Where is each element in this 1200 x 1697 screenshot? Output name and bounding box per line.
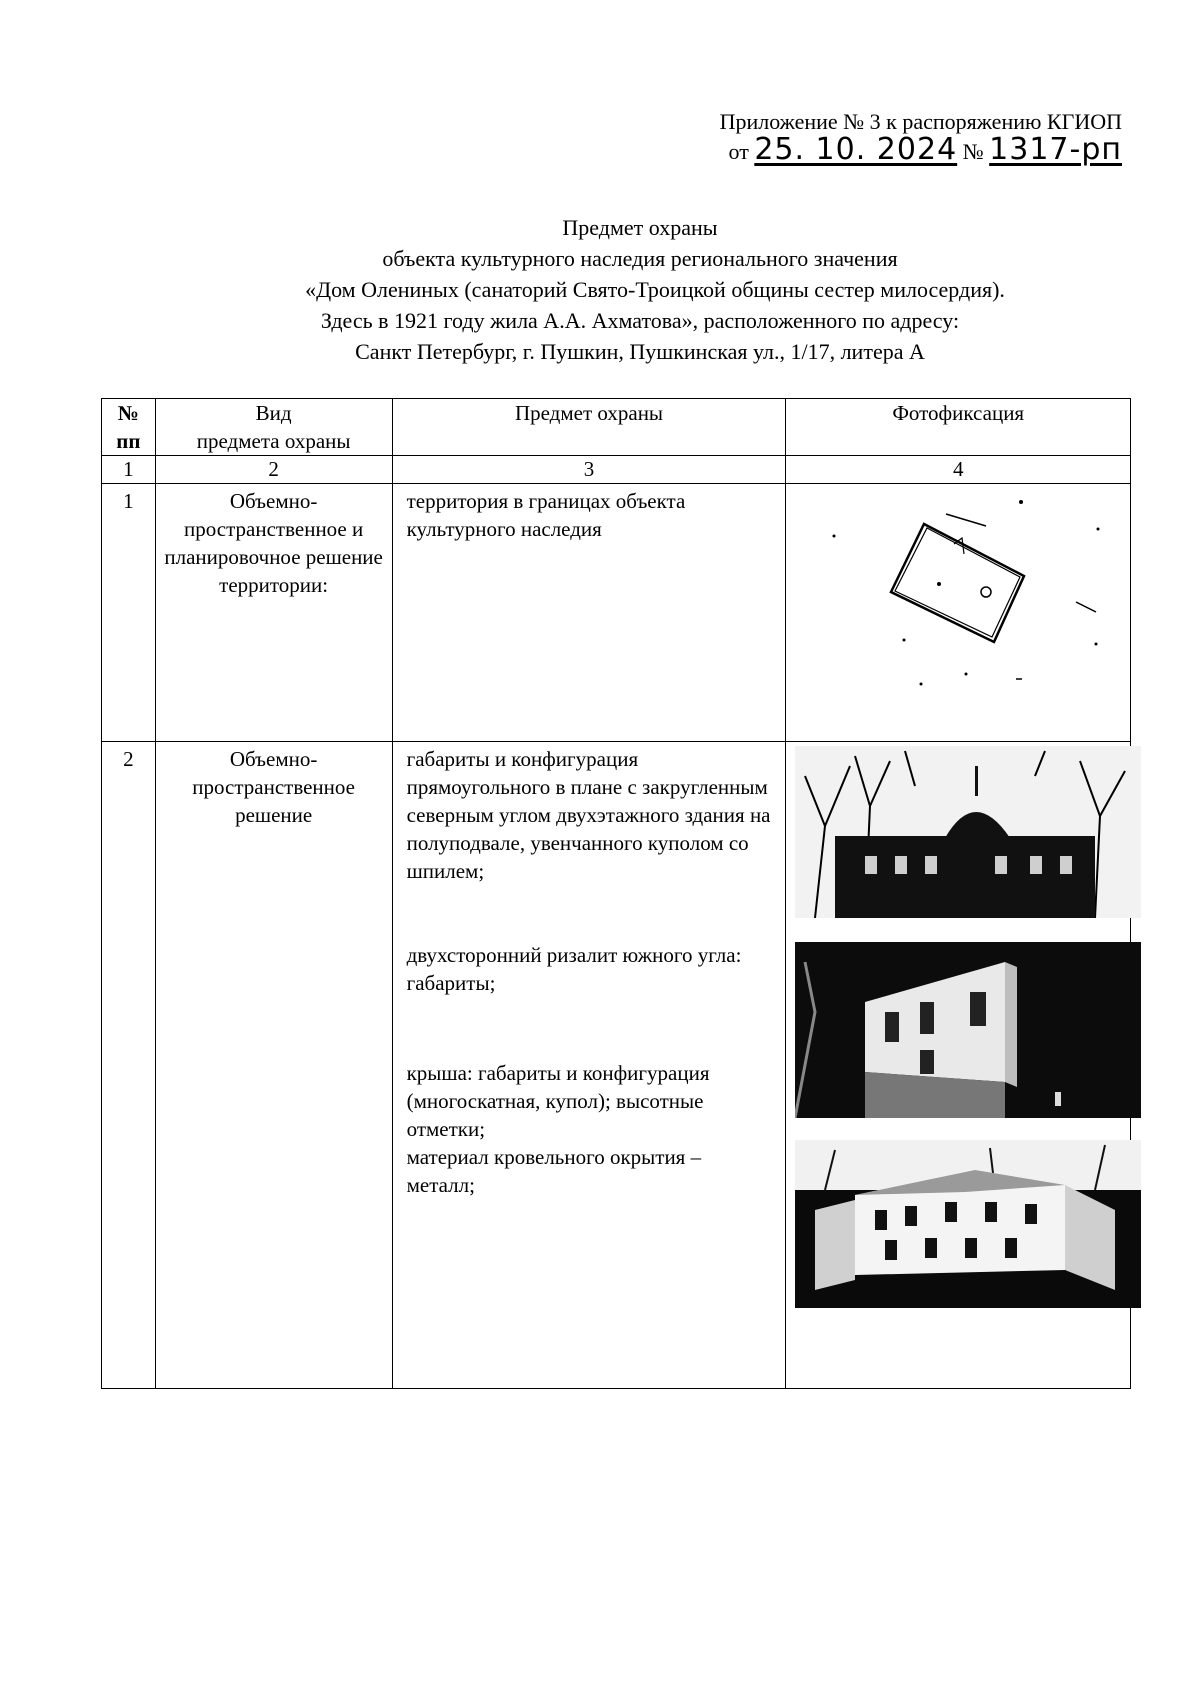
- building-photo-1: [795, 746, 1141, 918]
- row-number: 2: [102, 742, 156, 1389]
- title-line-1: Предмет охраны: [562, 215, 718, 240]
- title-line-5: Санкт Петербург, г. Пушкин, Пушкинская ул., 1/17, литера А: [355, 339, 925, 364]
- header-number-sign: №: [117, 401, 139, 425]
- column-number: 3: [392, 456, 786, 484]
- title-line-2: объекта культурного наследия регионального значения: [382, 246, 898, 271]
- row-photo: [786, 484, 1131, 742]
- subject-item: территория в границах объекта культурного наследия: [406, 489, 686, 541]
- table-row: [102, 742, 1131, 1389]
- appendix-line: Приложение № 3 к распоряжению КГИОП: [719, 109, 1122, 134]
- document-title: [100, 212, 1180, 367]
- title-line-4: Здесь в 1921 году жила А.А. Ахматова», расположенного по адресу:: [320, 308, 960, 333]
- order-date: 25. 10. 2024: [754, 132, 958, 167]
- row-photo: [786, 742, 1131, 1389]
- header-type-line2: предмета охраны: [196, 429, 351, 453]
- column-number: 4: [786, 456, 1131, 484]
- header-type-line1: Вид: [255, 401, 292, 425]
- row-subject: [392, 742, 786, 1389]
- column-number: 1: [102, 456, 156, 484]
- order-reference: [602, 132, 1122, 167]
- row-number: 1: [102, 484, 156, 742]
- document-header: [602, 108, 1122, 166]
- order-number-label: №: [962, 139, 984, 164]
- building-photo-2: [795, 942, 1141, 1118]
- subject-item: материал кровельного окрытия – металл;: [406, 1145, 702, 1197]
- header-number: [102, 399, 156, 456]
- row-type: Объемно-пространственное решение: [155, 742, 392, 1389]
- row-type: Объемно-пространственное и планировочное решение территории:: [155, 484, 392, 742]
- header-type: [155, 399, 392, 456]
- title-line-3: «Дом Олениных (санаторий Свято-Троицкой общины сестер милосердия).: [305, 277, 1005, 302]
- table-row: [102, 484, 1131, 742]
- order-prefix: от: [728, 139, 749, 164]
- table-header-row: [102, 399, 1131, 456]
- order-number: 1317-рп: [989, 132, 1122, 167]
- row-subject: [392, 484, 786, 742]
- header-number-pp: пп: [116, 429, 141, 453]
- header-subject: Предмет охраны: [392, 399, 786, 456]
- subject-item: двухсторонний ризалит южного угла: габариты;: [406, 943, 742, 995]
- subject-item: габариты и конфигурация прямоугольного в плане с закругленным северным углом двухэтажного здания на полуподвале, увенчанного куполом со шпилем;: [406, 747, 771, 883]
- protection-subject-table: [101, 398, 1131, 1389]
- subject-item: крыша: габариты и конфигурация (многоскатная, купол); высотные отметки;: [406, 1061, 710, 1141]
- site-plan-image: [786, 484, 1147, 738]
- column-number: 2: [155, 456, 392, 484]
- header-photo: Фотофиксация: [786, 399, 1131, 456]
- building-photo-3: [795, 1140, 1141, 1308]
- column-number-row: [102, 456, 1131, 484]
